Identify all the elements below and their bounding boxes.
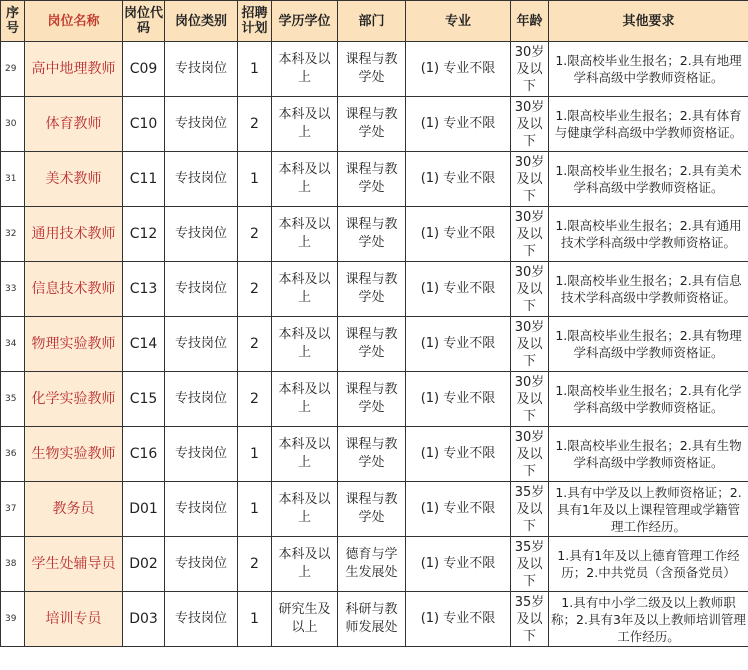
row-education: 本科及以上 <box>272 42 338 97</box>
row-major: (1) 专业不限 <box>406 592 511 647</box>
row-position-code: D03 <box>123 592 165 647</box>
row-position-code: C10 <box>123 97 165 152</box>
header-department: 部门 <box>338 1 406 42</box>
row-major: (1) 专业不限 <box>406 427 511 482</box>
row-education: 本科及以上 <box>272 427 338 482</box>
row-position-name: 学生处辅导员 <box>25 537 123 592</box>
row-requirements: 1.限高校毕业生报名；2.具有美术学科高级中学教师资格证。 <box>549 152 748 207</box>
row-seq: 37 <box>1 482 25 537</box>
row-requirements: 1.限高校毕业生报名；2.具有体育与健康学科高级中学教师资格证。 <box>549 97 748 152</box>
row-seq: 31 <box>1 152 25 207</box>
row-position-name: 体育教师 <box>25 97 123 152</box>
header-requirements: 其他要求 <box>549 1 748 42</box>
table-row <box>1 262 748 317</box>
row-seq: 33 <box>1 262 25 317</box>
row-major: (1) 专业不限 <box>406 537 511 592</box>
row-position-name: 生物实验教师 <box>25 427 123 482</box>
row-age: 35岁及以下 <box>511 482 549 537</box>
row-category: 专技岗位 <box>165 207 238 262</box>
header-seq: 序号 <box>1 1 25 42</box>
table-row <box>1 152 748 207</box>
row-plan: 1 <box>238 152 272 207</box>
table-row <box>1 317 748 372</box>
row-requirements: 1.限高校毕业生报名；2.具有信息技术学科高级中学教师资格证。 <box>549 262 748 317</box>
header-category: 岗位类别 <box>165 1 238 42</box>
row-seq: 29 <box>1 42 25 97</box>
row-age: 30岁及以下 <box>511 152 549 207</box>
table-row <box>1 207 748 262</box>
row-position-code: C15 <box>123 372 165 427</box>
row-seq: 32 <box>1 207 25 262</box>
row-age: 30岁及以下 <box>511 427 549 482</box>
row-age: 30岁及以下 <box>511 317 549 372</box>
row-position-name: 培训专员 <box>25 592 123 647</box>
row-seq: 35 <box>1 372 25 427</box>
row-position-code: D02 <box>123 537 165 592</box>
table-row <box>1 482 748 537</box>
table-row <box>1 427 748 482</box>
row-category: 专技岗位 <box>165 592 238 647</box>
row-plan: 2 <box>238 262 272 317</box>
row-plan: 2 <box>238 372 272 427</box>
row-education: 本科及以上 <box>272 262 338 317</box>
row-category: 专技岗位 <box>165 537 238 592</box>
row-age: 30岁及以下 <box>511 262 549 317</box>
row-position-code: C16 <box>123 427 165 482</box>
row-seq: 36 <box>1 427 25 482</box>
row-education: 本科及以上 <box>272 482 338 537</box>
row-position-code: C13 <box>123 262 165 317</box>
row-plan: 2 <box>238 537 272 592</box>
row-category: 专技岗位 <box>165 427 238 482</box>
row-major: (1) 专业不限 <box>406 152 511 207</box>
row-requirements: 1.具有中小学二级及以上教师职称；2.具有3年及以上教师培训管理工作经历。 <box>549 592 748 647</box>
row-category: 专技岗位 <box>165 482 238 537</box>
row-seq: 34 <box>1 317 25 372</box>
row-position-name: 化学实验教师 <box>25 372 123 427</box>
row-age: 30岁及以下 <box>511 97 549 152</box>
header-age: 年龄 <box>511 1 549 42</box>
row-education: 本科及以上 <box>272 537 338 592</box>
row-education: 本科及以上 <box>272 317 338 372</box>
row-position-code: C09 <box>123 42 165 97</box>
row-education: 本科及以上 <box>272 207 338 262</box>
row-age: 35岁及以下 <box>511 537 549 592</box>
row-department: 课程与教学处 <box>338 372 406 427</box>
row-major: (1) 专业不限 <box>406 262 511 317</box>
row-seq: 30 <box>1 97 25 152</box>
row-requirements: 1.限高校毕业生报名；2.具有化学学科高级中学教师资格证。 <box>549 372 748 427</box>
header-education: 学历学位 <box>272 1 338 42</box>
row-seq: 39 <box>1 592 25 647</box>
row-major: (1) 专业不限 <box>406 42 511 97</box>
row-education: 本科及以上 <box>272 152 338 207</box>
row-plan: 1 <box>238 592 272 647</box>
table-row <box>1 97 748 152</box>
row-plan: 1 <box>238 482 272 537</box>
row-position-name: 美术教师 <box>25 152 123 207</box>
row-department: 科研与教师发展处 <box>338 592 406 647</box>
row-position-code: C11 <box>123 152 165 207</box>
row-category: 专技岗位 <box>165 152 238 207</box>
row-position-name: 高中地理教师 <box>25 42 123 97</box>
row-requirements: 1.具有中学及以上教师资格证；2.具有1年及以上课程管理或学籍管理工作经历。 <box>549 482 748 537</box>
header-row <box>1 1 748 42</box>
row-position-name: 物理实验教师 <box>25 317 123 372</box>
row-department: 课程与教学处 <box>338 152 406 207</box>
row-education: 本科及以上 <box>272 97 338 152</box>
row-department: 课程与教学处 <box>338 97 406 152</box>
row-plan: 2 <box>238 207 272 262</box>
row-age: 35岁及以下 <box>511 592 549 647</box>
row-department: 课程与教学处 <box>338 42 406 97</box>
row-category: 专技岗位 <box>165 372 238 427</box>
row-plan: 1 <box>238 42 272 97</box>
row-major: (1) 专业不限 <box>406 97 511 152</box>
row-category: 专技岗位 <box>165 42 238 97</box>
row-category: 专技岗位 <box>165 97 238 152</box>
row-position-code: C12 <box>123 207 165 262</box>
row-major: (1) 专业不限 <box>406 372 511 427</box>
row-position-code: C14 <box>123 317 165 372</box>
row-age: 30岁及以下 <box>511 207 549 262</box>
row-category: 专技岗位 <box>165 317 238 372</box>
row-category: 专技岗位 <box>165 262 238 317</box>
row-requirements: 1.限高校毕业生报名；2.具有生物学科高级中学教师资格证。 <box>549 427 748 482</box>
header-major: 专业 <box>406 1 511 42</box>
row-position-name: 通用技术教师 <box>25 207 123 262</box>
row-education: 研究生及以上 <box>272 592 338 647</box>
header-name: 岗位名称 <box>25 1 123 42</box>
row-requirements: 1.限高校毕业生报名；2.具有通用技术学科高级中学教师资格证。 <box>549 207 748 262</box>
row-age: 30岁及以下 <box>511 372 549 427</box>
row-major: (1) 专业不限 <box>406 482 511 537</box>
row-plan: 2 <box>238 317 272 372</box>
row-department: 课程与教学处 <box>338 317 406 372</box>
table-row <box>1 372 748 427</box>
row-education: 本科及以上 <box>272 372 338 427</box>
row-requirements: 1.具有1年及以上德育管理工作经历；2.中共党员（含预备党员） <box>549 537 748 592</box>
table-row <box>1 592 748 647</box>
row-major: (1) 专业不限 <box>406 317 511 372</box>
row-major: (1) 专业不限 <box>406 207 511 262</box>
row-department: 课程与教学处 <box>338 482 406 537</box>
row-requirements: 1.限高校毕业生报名；2.具有物理学科高级中学教师资格证。 <box>549 317 748 372</box>
row-seq: 38 <box>1 537 25 592</box>
row-plan: 1 <box>238 427 272 482</box>
row-position-name: 教务员 <box>25 482 123 537</box>
header-code: 岗位代码 <box>123 1 165 42</box>
row-position-name: 信息技术教师 <box>25 262 123 317</box>
row-plan: 2 <box>238 97 272 152</box>
row-requirements: 1.限高校毕业生报名；2.具有地理学科高级中学教师资格证。 <box>549 42 748 97</box>
row-department: 课程与教学处 <box>338 427 406 482</box>
table-row <box>1 42 748 97</box>
row-age: 30岁及以下 <box>511 42 549 97</box>
header-plan: 招聘计划 <box>238 1 272 42</box>
row-department: 课程与教学处 <box>338 207 406 262</box>
table-row <box>1 537 748 592</box>
row-department: 德育与学生发展处 <box>338 537 406 592</box>
row-department: 课程与教学处 <box>338 262 406 317</box>
row-position-code: D01 <box>123 482 165 537</box>
